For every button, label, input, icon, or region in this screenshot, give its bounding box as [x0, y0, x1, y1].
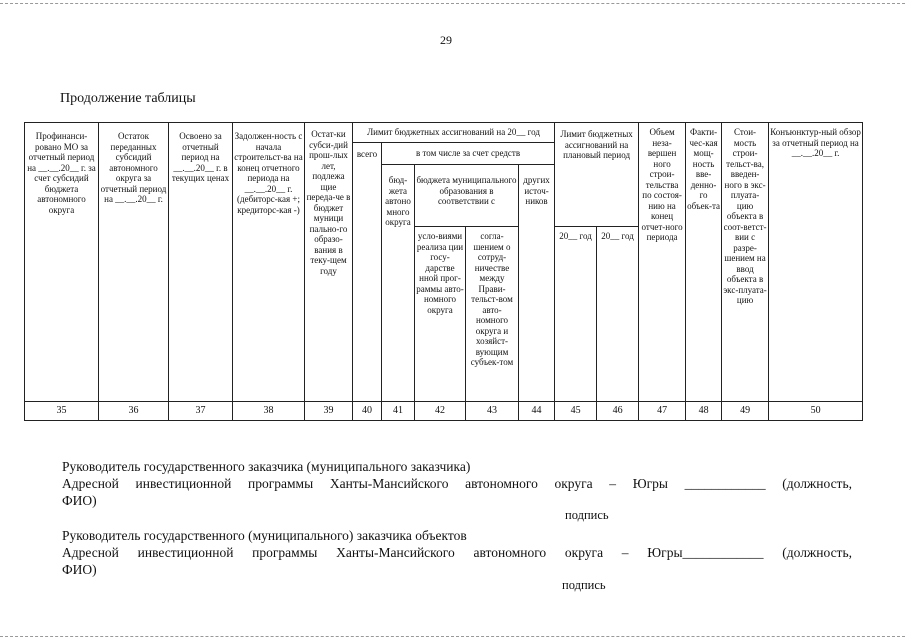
header-col-49: Стои-мость строи-тельст-ва, введен-ного в экс-плуата-цию объекта в соот-ветст-вии с разре-шением на ввод объекта в экс-плуата-цию — [722, 123, 769, 402]
header-col-45: 20__ год — [555, 227, 597, 402]
header-col-37: Освоено за отчетный период на __.__.20__ г. в текущих ценах — [169, 123, 233, 402]
signature-line-1: Руководитель государственного заказчика (муниципального заказчика) — [62, 459, 471, 474]
column-number: 43 — [466, 402, 519, 421]
column-number: 49 — [722, 402, 769, 421]
column-number-row — [25, 402, 863, 421]
page-number: 29 — [440, 33, 452, 47]
signature-line-2: Адресной инвестиционной программы Ханты-Мансийского автономного округа – Югры ____________ (должность, — [62, 476, 852, 491]
signature-label-1: подпись — [565, 508, 609, 522]
header-col-42: усло-виями реализа ции госу-дарстве нной прог-раммы авто-номного округа — [415, 227, 466, 402]
header-municipal-budget: бюджета муниципального образования в соответствии с — [415, 165, 519, 227]
column-number: 48 — [686, 402, 722, 421]
continuation-table — [24, 122, 863, 421]
header-col-44: других источ-ников — [519, 165, 555, 402]
header-col-38: Задолжен-ность с начала строительст-ва на конец отчетного периода на __.__.20__ г. (дебиторс-кая +; кредиторс-кая -) — [233, 123, 305, 402]
column-number: 47 — [639, 402, 686, 421]
signature-line-4: Руководитель государственного (муниципального) заказчика объектов — [62, 528, 467, 543]
column-number: 44 — [519, 402, 555, 421]
column-number: 35 — [25, 402, 99, 421]
signature-line-3: ФИО) — [62, 493, 97, 508]
column-number: 46 — [597, 402, 639, 421]
table-caption: Продолжение таблицы — [60, 91, 196, 106]
column-number: 39 — [305, 402, 353, 421]
header-limit-group: Лимит бюджетных ассигнований на 20__ год — [353, 123, 555, 143]
header-col-47: Объем неза-вершен ного строи-тельства по состоя-нию на конец отчет-ного периода — [639, 123, 686, 402]
column-number: 45 — [555, 402, 597, 421]
header-col-39: Остат-ки субси-дий прош-лых лет, подлежа щие переда-че в бюджет муници пально-го образо-вания в теку-щем году — [305, 123, 353, 402]
column-number: 36 — [99, 402, 169, 421]
header-col-40-total: всего — [353, 143, 382, 402]
signature-label-2: подпись — [562, 578, 606, 592]
header-col-48: Факти-чес-кая мощ-ность вве-денно-го объек-та — [686, 123, 722, 402]
header-planned-period: Лимит бюджетных ассигнований на плановый период — [555, 123, 639, 227]
header-col-43: согла-шением о сотруд-ничестве между Прави-тельст-вом авто-номного округа и хозяйст-вующим субъек-том — [466, 227, 519, 402]
column-number: 41 — [382, 402, 415, 421]
header-col-50: Конъюнктур-ный обзор за отчетный период на __.__.20__ г. — [769, 123, 863, 402]
signature-line-6: ФИО) — [62, 562, 97, 577]
header-col-41: бюд-жета автоно много округа — [382, 165, 415, 402]
column-number: 37 — [169, 402, 233, 421]
bottom-edge-line — [0, 636, 905, 637]
column-number: 42 — [415, 402, 466, 421]
column-number: 40 — [353, 402, 382, 421]
header-col-36: Остаток переданных субсидий автономного округа за отчетный период на __.__.20__ г. — [99, 123, 169, 402]
header-including: в том числе за счет средств — [382, 143, 555, 165]
column-number: 50 — [769, 402, 863, 421]
top-edge-line — [0, 3, 905, 4]
signature-line-5: Адресной инвестиционной программы Ханты-Мансийского автономного округа – Югры____________ (должность, — [62, 545, 852, 560]
header-col-46: 20__ год — [597, 227, 639, 402]
header-col-35: Профинанси-рованo МО за отчетный период на __.__.20__ г. за счет субсидий бюджета автономного округа — [25, 123, 99, 402]
column-number: 38 — [233, 402, 305, 421]
